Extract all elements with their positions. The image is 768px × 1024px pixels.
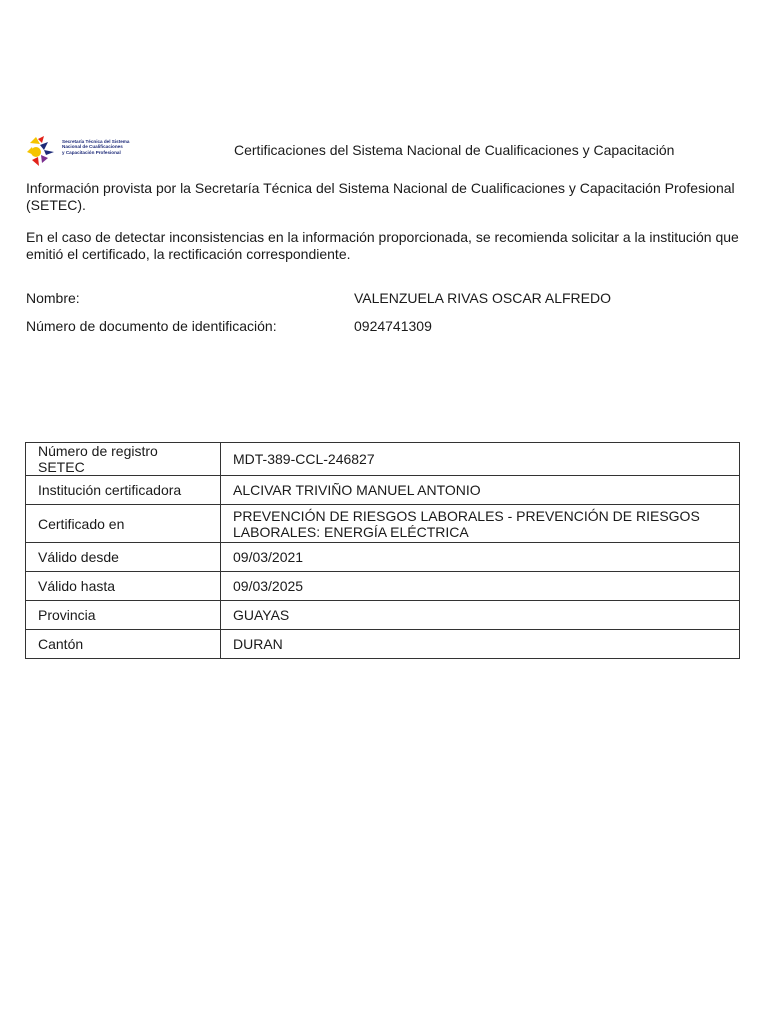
setec-logo <box>24 133 142 171</box>
table-row <box>26 505 740 543</box>
logo-text <box>62 139 129 155</box>
table-row <box>26 601 740 630</box>
logo-line-1: Secretaría Técnica del Sistema <box>62 139 130 144</box>
table-row <box>26 476 740 505</box>
logo-line-2: Nacional de Cualificaciones <box>62 144 123 150</box>
page-title: Certificaciones del Sistema Nacional de Cualificaciones y Capacitación <box>234 142 675 158</box>
province-label: Provincia <box>26 601 221 630</box>
table-row <box>26 543 740 572</box>
canton-value: DURAN <box>221 630 740 659</box>
valid-from-value: 09/03/2021 <box>221 543 740 572</box>
certified-in-value: PREVENCIÓN DE RIESGOS LABORALES - PREVENCIÓN DE RIESGOS LABORALES: ENERGÍA ELÉCTRICA <box>221 505 740 543</box>
id-label: Número de documento de identificación: <box>26 318 277 334</box>
certified-in-label: Certificado en <box>26 505 221 543</box>
valid-until-label: Válido hasta <box>26 572 221 601</box>
table-row <box>26 572 740 601</box>
id-value: 0924741309 <box>354 318 432 334</box>
table-row <box>26 443 740 476</box>
certificate-table <box>25 442 740 659</box>
name-label: Nombre: <box>26 290 80 306</box>
institution-value: ALCIVAR TRIVIÑO MANUEL ANTONIO <box>221 476 740 505</box>
valid-until-value: 09/03/2025 <box>221 572 740 601</box>
disclaimer-paragraph: En el caso de detectar inconsistencias en la información proporcionada, se recomienda solicitar a la institución que emitió el certificado, la rectificación correspondiente. <box>26 229 739 262</box>
valid-from-label: Válido desde <box>26 543 221 572</box>
institution-label: Institución certificadora <box>26 476 221 505</box>
province-value: GUAYAS <box>221 601 740 630</box>
logo-line-3: y Capacitación Profesional <box>62 149 121 155</box>
setec-emblem-icon <box>24 133 62 171</box>
registry-label: Número de registro SETEC <box>26 443 221 476</box>
table-row <box>26 630 740 659</box>
canton-label: Cantón <box>26 630 221 659</box>
info-paragraph: Información provista por la Secretaría Técnica del Sistema Nacional de Cualificaciones y Capacitación Profesional (SETEC). <box>26 180 735 213</box>
registry-value: MDT-389-CCL-246827 <box>221 443 740 476</box>
name-value: VALENZUELA RIVAS OSCAR ALFREDO <box>354 290 612 306</box>
